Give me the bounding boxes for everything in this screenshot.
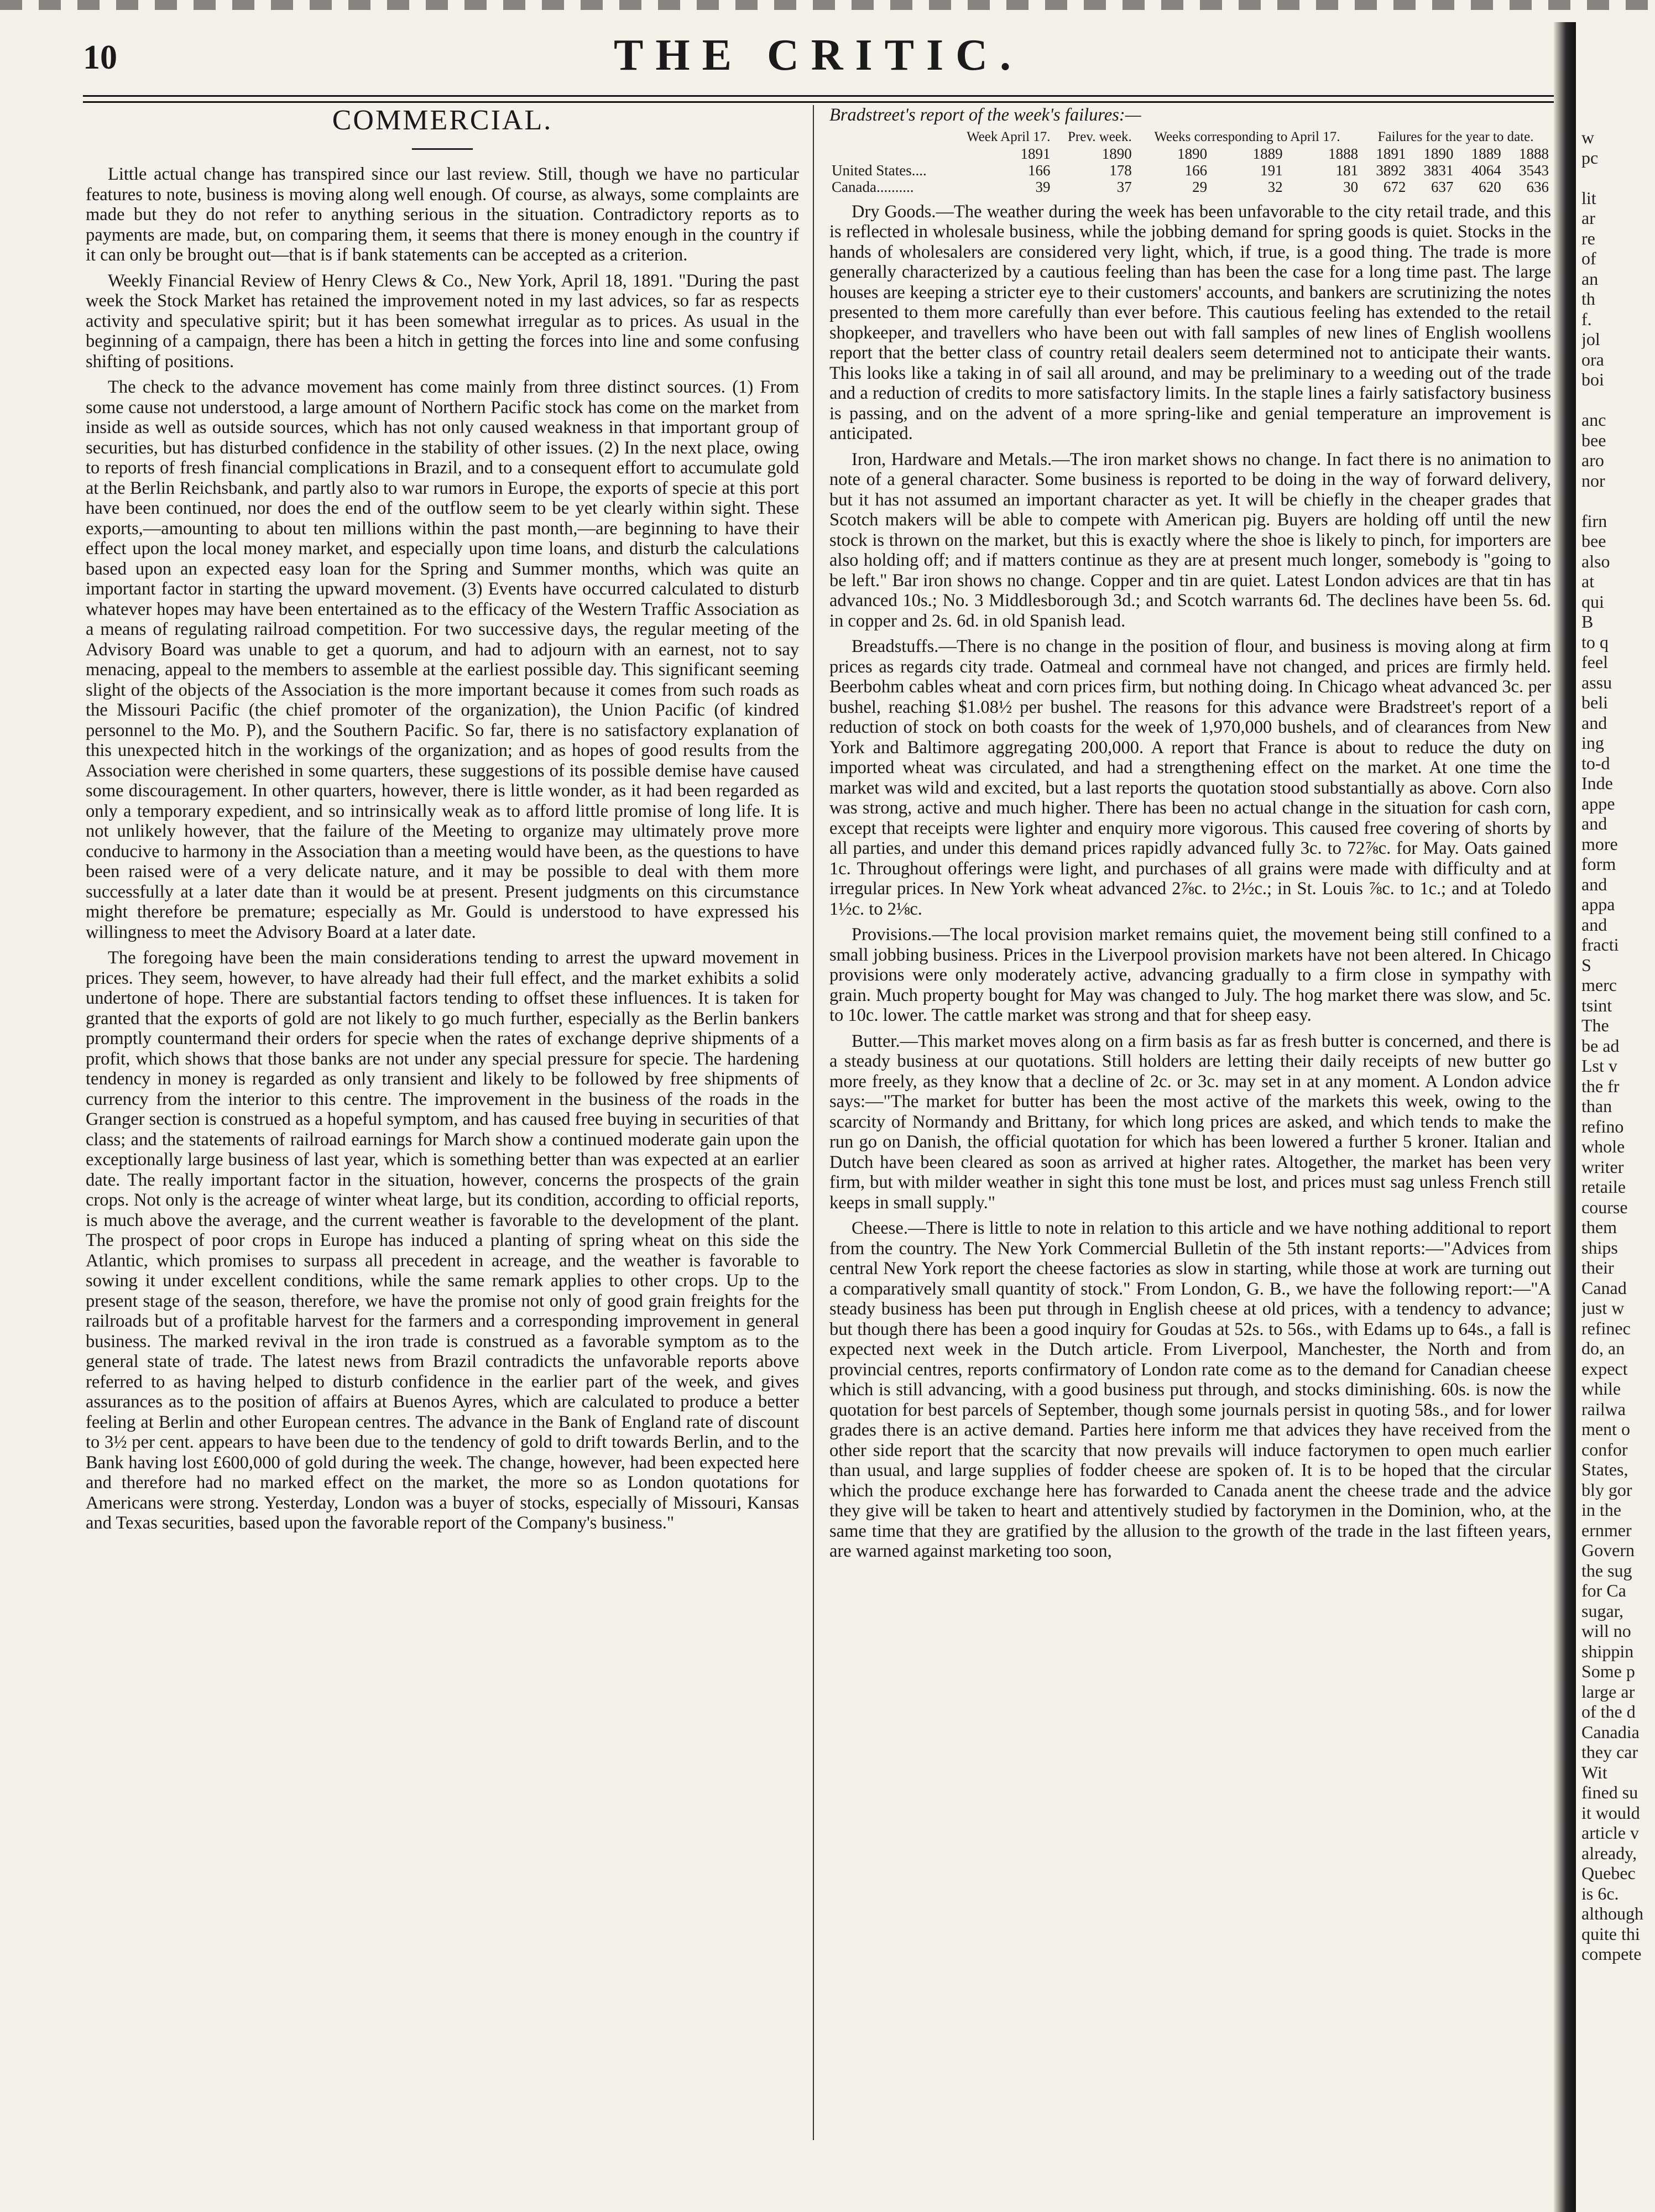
- edge-fragment-line: feel: [1581, 652, 1608, 672]
- edge-fragment-line: boi: [1581, 369, 1604, 389]
- column-divider: [813, 105, 814, 2140]
- edge-fragment-line: course: [1581, 1197, 1628, 1217]
- middle-column: [829, 105, 1551, 2151]
- edge-fragment-line: already,: [1581, 1843, 1637, 1863]
- edge-fragment-line: their: [1581, 1258, 1614, 1277]
- edge-fragment-line: it would: [1581, 1802, 1640, 1823]
- edge-fragment-line: firn: [1581, 510, 1607, 531]
- table-cell: 166: [1028, 161, 1051, 179]
- edge-fragment-line: fined su: [1581, 1782, 1638, 1802]
- edge-fragment-line: appa: [1581, 894, 1615, 914]
- group-header: Week April 17.: [967, 129, 1051, 144]
- edge-fragment-line: Inde: [1581, 773, 1613, 793]
- table-cell: 3543: [1519, 161, 1549, 179]
- edge-fragment-line: The: [1581, 1015, 1609, 1035]
- adjacent-page-fragment: [1581, 127, 1655, 1964]
- table-cell: 181: [1335, 161, 1359, 179]
- edge-fragment-line: beli: [1581, 692, 1608, 712]
- year-cell: 1891: [1020, 145, 1051, 162]
- edge-fragment-line: aro: [1581, 450, 1604, 470]
- group-header: Prev. week.: [1068, 129, 1132, 144]
- paragraph-butter: Butter.—This market moves along on a firm basis as far as fresh butter is concerned, and there is a steady business at our quotations. Still holders are letting their daily receipts of new butter go more freely, as they know that a decline of 2c. or 3c. may set in at any moment. A London advice says:—"The market for butter has been the most active of the markets this week, owing to the scarcity of Normandy and Brittany, for which long prices are asked, and which tends to make the run go on Danish, the official quotation for which has been lowered a further 5 kroner. Italian and Dutch have been cleared as soon as arrived at higher rates. Altogether, the market has been very firm, but with milder weather in sight this tone must be lost, and prices must sag unless French still keeps in small supply.": [829, 1031, 1551, 1213]
- heading-dash: [86, 134, 799, 155]
- edge-fragment-line: more: [1581, 833, 1618, 854]
- left-column: [86, 105, 799, 2151]
- page-gutter-shadow: [1554, 22, 1576, 2212]
- paragraph-provisions: Provisions.—The local provision market remains quiet, the movement being still confined to a small jobbing business. Prices in the Liverpool provision markets have not been altered. In Chicago provisions were only moderately active, advancing gradually to a firm close in sympathy with grain. Much property bought for May was changed to July. The hog market there was slow, and 5c. to 10c. lower. The cattle market was strong and that for sheep easy.: [829, 925, 1551, 1025]
- edge-fragment-line: th: [1581, 289, 1595, 309]
- edge-fragment-line: them: [1581, 1217, 1617, 1237]
- edge-fragment-line: refinec: [1581, 1318, 1631, 1338]
- edge-fragment-line: appe: [1581, 793, 1615, 813]
- edge-fragment-line: confor: [1581, 1439, 1628, 1459]
- paragraph-clews-review: Weekly Financial Review of Henry Clews & Co., New York, April 18, 1891. "During the past week the Stock Market has retained the improvement noted in my last advices, so far as respects activity and speculative spirit; but it has been somewhat irregular as to prices. As usual in the beginning of a campaign, there has been a hitch in getting the forces into line and some confusing shifting of positions.: [86, 270, 799, 372]
- edge-fragment-line: anc: [1581, 410, 1606, 430]
- paragraph-intro: Little actual change has transpired since our last review. Still, though we have no particular features to note, business is moving along well enough. Of course, as always, some complaints are made but they do not refer to anything serious in the situation. Contradictory reports as to payments are made, but, on comparing them, it seems that there is money enough in the country if it can only be brought out—that is if bank statements can be accepted as a criterion.: [86, 164, 799, 265]
- edge-fragment-line: [1581, 390, 1655, 410]
- edge-fragment-line: they car: [1581, 1742, 1638, 1762]
- edge-fragment-line: railwa: [1581, 1399, 1626, 1419]
- table-row: [829, 162, 1551, 179]
- paragraph-iron-metals: Iron, Hardware and Metals.—The iron market shows no change. In fact there is no animation to note of a general character. Some business is reported to be doing in the way of forward delivery, but it has not assumed an important character as yet. It will be chiefly in the cheaper grades that Scotch makers will be able to compete with American pig. Buyers are holding off until the new stock is thrown on the market, but this is exactly where the shoe is likely to pinch, for importers are also holding off; and if matters continue as they are at present much longer, somebody is "going to be left." Bar iron shows no change. Copper and tin are quiet. Latest London advices are that tin has advanced 10s.; No. 3 Middlesborough 3d.; and Scotch warrants 6d. The declines have been 5s. 6d. in copper and 2s. 6d. in old Spanish lead.: [829, 449, 1551, 631]
- edge-fragment-line: and: [1581, 914, 1607, 935]
- torn-top-edge: [0, 0, 1655, 10]
- edge-fragment-line: lit: [1581, 187, 1596, 208]
- edge-fragment-line: ar: [1581, 208, 1595, 228]
- paragraph-breadstuffs: Breadstuffs.—There is no change in the position of flour, and business is moving along at firm prices as regards city trade. Oatmeal and cornmeal have not changed, and prices are firmly held. Beerbohm cables wheat and corn prices firm, but nothing doing. In Chicago wheat advanced 3c. per bushel, reaching $1.08½ per bushel. The reasons for this advance were Bradstreet's report of a reduction of stock on both coasts for the week of 1,970,000 bushels, and of clearances from New York and Baltimore aggregating 200,000. A report that France is about to reduce the duty on imported wheat was circulated, and had a strengthening effect on the market. At one time the market was wild and excited, but a last reports the quotation stood substantially as above. Corn also was strong, active and much higher. There has been no actual change in the situation for cash corn, except that receipts were lighter and enquiry more vigorous. This caused free covering of shorts by all parties, and under this demand prices rapidly advanced fully 3c. to 72⅞c. for May. Oats gained 1c. Throughout offerings were light, and purchases of all grains were made with difficulty and at irregular prices. In New York wheat advanced 2⅞c. to 2½c.; in St. Louis ⅞c. to 1c.; and at Toledo 1½c. to 2⅛c.: [829, 637, 1551, 919]
- edge-fragment-line: at: [1581, 571, 1595, 591]
- table-cell: 166: [1184, 161, 1208, 179]
- edge-fragment-line: the fr: [1581, 1076, 1620, 1096]
- table-cell: 29: [1192, 178, 1208, 195]
- edge-fragment-line: qui: [1581, 591, 1604, 612]
- edge-fragment-line: the sug: [1581, 1560, 1632, 1580]
- edge-fragment-line: expect: [1581, 1358, 1628, 1379]
- edge-fragment-line: ing: [1581, 733, 1604, 753]
- edge-fragment-line: in the: [1581, 1500, 1621, 1520]
- table-cell: 178: [1109, 161, 1132, 179]
- edge-fragment-line: to-d: [1581, 753, 1610, 773]
- edge-fragment-line: bee: [1581, 531, 1606, 551]
- edge-fragment-line: B: [1581, 612, 1594, 632]
- year-cell: 1891: [1376, 145, 1406, 162]
- failures-year-row: [829, 145, 1551, 162]
- group-header: Failures for the year to date.: [1377, 129, 1534, 144]
- edge-fragment-line: Some p: [1581, 1661, 1635, 1681]
- failures-table: [829, 129, 1551, 195]
- section-heading: COMMERCIAL.: [332, 105, 553, 136]
- table-cell: 191: [1260, 161, 1283, 179]
- table-cell: 3892: [1376, 161, 1406, 179]
- edge-fragment-line: be ad: [1581, 1035, 1620, 1056]
- year-cell: 1889: [1471, 145, 1501, 162]
- edge-fragment-line: [1581, 491, 1655, 511]
- edge-fragment-line: and: [1581, 874, 1607, 894]
- edge-fragment-line: shippin: [1581, 1641, 1634, 1661]
- table-cell: 30: [1343, 178, 1359, 195]
- group-header: Weeks corresponding to April 17.: [1154, 129, 1340, 144]
- edge-fragment-line: tsint: [1581, 995, 1612, 1015]
- edge-fragment-line: whole: [1581, 1136, 1625, 1156]
- table-cell: 636: [1526, 178, 1549, 195]
- edge-fragment-line: will no: [1581, 1621, 1631, 1641]
- paragraph-advance-check: The check to the advance movement has come mainly from three distinct sources. (1) From some cause not understood, a large amount of Northern Pacific stock has come on the market from inside as well as outside sources, which has not only caused weakness in that important group of securities, but has disturbed confidence in the stability of other issues. (2) In the next place, owing to reports of fresh financial complications in Brazil, and to a consequent effort to accumulate gold at the Berlin Reichsbank, and partly also to war rumors in Europe, the exports of specie at this port have been continued, nor does the end of the outflow seem to be yet clearly within sight. These exports,—amounting to about ten millions within the past month,—are beginning to have their effect upon the local money market, and especially upon time loans, and disturb the calculations based upon an expected easy loan for the Spring and Summer months, which was quite an important factor in starting the upward movement. (3) Events have occurred calculated to disturb whatever hopes may have been entertained as to the efficacy of the Western Traffic Association as a means of regulating railroad competition. For two successive days, the regular meeting of the Advisory Board was unable to get a quorum, and had to adjourn with an earnest, not to say menacing, appeal to the members to assemble at the earliest possible day. This significant seeming slight of the objects of the Association is the more important because it comes from such roads as the Missouri Pacific (the chief promoter of the organization), the Union Pacific (of kindred personnel to the Mo. P), and the Southern Pacific. So far, there is no satisfactory explanation of this unexpected hitch in the workings of the organization; and as hopes of good results from the Association were cherished in some quarters, these suggestions of its possible demise have caused some discouragement. In other quarters, however, there is little wonder, as it had been regarded as only a temporary expedient, and so intrinsically weak as to afford little promise of long life. It is not unlikely however, that the failure of the Meeting to organize may ultimately prove more conducive to harmony in the Association than a meeting would have been, as the questions to have been raised were of a very delicate nature, and it may be possible to deal with them more successfully at a later date than it would be at present. Present judgments on this circumstance might therefore be premature; especially as Mr. Gould is understood to have expressed his willingness to meet the Advisory Board at a later date.: [86, 377, 799, 942]
- edge-fragment-line: sugar,: [1581, 1600, 1624, 1621]
- edge-fragment-line: ora: [1581, 349, 1604, 369]
- edge-fragment-line: assu: [1581, 672, 1612, 692]
- edge-fragment-line: although: [1581, 1903, 1643, 1923]
- edge-fragment-line: [1581, 168, 1655, 188]
- edge-fragment-line: ships: [1581, 1237, 1618, 1258]
- edge-fragment-line: Wit: [1581, 1762, 1607, 1782]
- year-cell: 1889: [1252, 145, 1283, 162]
- edge-fragment-line: pc: [1581, 147, 1599, 168]
- year-cell: 1890: [1423, 145, 1454, 162]
- edge-fragment-line: compete: [1581, 1944, 1642, 1964]
- edge-fragment-line: and: [1581, 813, 1607, 833]
- table-cell: 3831: [1423, 161, 1454, 179]
- table-cell: 672: [1383, 178, 1406, 195]
- edge-fragment-line: an: [1581, 268, 1599, 289]
- edge-fragment-line: ment o: [1581, 1419, 1630, 1439]
- edge-fragment-line: Lst v: [1581, 1056, 1617, 1076]
- edge-fragment-line: ernmer: [1581, 1520, 1632, 1540]
- edge-fragment-line: jol: [1581, 329, 1600, 349]
- edge-fragment-line: fracti: [1581, 935, 1619, 954]
- masthead-title: THE CRITIC.: [614, 31, 1023, 80]
- table-row: [829, 179, 1551, 195]
- year-cell: 1888: [1328, 145, 1359, 162]
- row-label: United States....: [832, 161, 927, 179]
- edge-fragment-line: Govern: [1581, 1540, 1635, 1560]
- edge-fragment-line: of: [1581, 248, 1596, 268]
- paragraph-dry-goods: Dry Goods.—The weather during the week has been unfavorable to the city retail trade, and this is reflected in wholesale business, while the jobbing demand for spring goods is quiet. Stocks in the hands of wholesalers are considered very light, which, if true, is a good thing. The trade is more generally characterized by a cautious feeling than has been the case for a long time past. The large houses are keeping a stricter eye to their customers' accounts, and bankers are scrutinizing the notes presented to them more carefully than ever before. This cautious feeling has extended to the retail shopkeeper, and travellers who have been out with fall samples of new lines of English woollens report that the better class of country retail dealers seem determined not to anticipate their wants. This looks like a taking in of sail all around, and may be preliminary to a weeding out of the trade and a reduction of credits to more satisfactory limits. In the staple lines a fairly satisfactory business is passing, and on the advent of a more spring-like and genial temperature an improvement is anticipated.: [829, 201, 1551, 444]
- failures-group-header-row: [829, 129, 1551, 145]
- edge-fragment-line: do, an: [1581, 1338, 1625, 1358]
- header-rule: [83, 95, 1554, 103]
- year-cell: 1890: [1101, 145, 1132, 162]
- edge-fragment-line: is 6c.: [1581, 1883, 1619, 1903]
- edge-fragment-line: to q: [1581, 632, 1609, 652]
- edge-fragment-line: writer: [1581, 1156, 1624, 1177]
- edge-fragment-line: Canad: [1581, 1277, 1627, 1298]
- paragraph-cheese: Cheese.—There is little to note in relation to this article and we have nothing additional to report from the country. The New York Commercial Bulletin of the 5th instant reports:—"Advices from central New York report the cheese factories as slow in starting, while those at work are turning out a comparatively small quantity of stock." From London, G. B., we have the following report:—"A steady business has been put through in English cheese at old prices, with a tendency to advance; but though there has been a good inquiry for Goudas at 52s. to 56s., with Edams up to 64s., a fall is expected next week in the Dutch article. From Liverpool, Manchester, the North and from provincial centres, reports confirmatory of London rate come as to the demand for Canadian cheese which is still advancing, with a good business put through, and stocks diminishing. 60s. is now the quotation for best parcels of September, though some journals persist in quoting 58s., and for lower grades there is an active demand. Parties here inform me that advices they have received from the other side report that the scarcity that now prevails will induce factorymen to open much earlier than usual, and large supplies of fodder cheese are spoken of. It is to be hoped that the circular which the produce exchange here has forwarded to Canada anent the cheese trade and the advice they give will be taken to heart and attentively studied by factorymen in the Dominion, who, at the same time that they are gratified by the allusion to the growth of the trade in the last fifteen years, are warned against marketing too soon,: [829, 1218, 1551, 1561]
- year-cell: 1890: [1177, 145, 1208, 162]
- edge-fragment-line: article v: [1581, 1823, 1639, 1843]
- edge-fragment-line: Canadia: [1581, 1721, 1640, 1742]
- edge-fragment-line: retaile: [1581, 1177, 1626, 1197]
- edge-fragment-line: S: [1581, 954, 1591, 975]
- edge-fragment-line: than: [1581, 1096, 1612, 1116]
- edge-fragment-line: bee: [1581, 430, 1606, 450]
- edge-fragment-line: while: [1581, 1379, 1621, 1399]
- table-cell: 37: [1116, 178, 1132, 195]
- edge-fragment-line: just w: [1581, 1298, 1625, 1318]
- edge-fragment-line: re: [1581, 228, 1595, 248]
- edge-fragment-line: refino: [1581, 1116, 1624, 1136]
- edge-fragment-line: States,: [1581, 1459, 1628, 1479]
- row-label: Canada..........: [832, 178, 914, 195]
- table-cell: 637: [1431, 178, 1454, 195]
- paragraph-foregoing: The foregoing have been the main considerations tending to arrest the upward movement in prices. They seem, however, to have already had their full effect, and the market exhibits a solid undertone of hope. There are substantial factors tending to offset these influences. It is taken for granted that the exports of gold are not likely to go much further, especially as the Berlin bankers promptly countermand their orders for specie when the rates of exchange deprive shipments of a profit, which shows that those banks are not under any special pressure for specie. The hardening tendency in money is regarded as only transient and likely to be followed by free shipments of currency from the interior to this centre. The improvement in the business of the roads in the Granger section is construed as a hopeful symptom, and has caused free buying in securities of that class; and the statements of railroad earnings for March show a continued moderate gain upon the exceptionally large business of last year, which is something better than was expected at an earlier date. The really important factor in the situation, however, concerns the prospects of the grain crops. Not only is the acreage of winter wheat large, but its condition, according to official reports, is much above the average, and the current weather is favorable to the development of the plant. The prospect of poor crops in Europe has induced a planting of spring wheat on this side the Atlantic, which promises to surpass all precedent in acreage, and the weather is favorable to sowing it under excellent conditions, while the same remark applies to other crops. Up to the present stage of the season, therefore, we have the promise not only of good grain freights for the railroads but of a profitable harvest for the farmers and a corresponding improvement in general business. The marked revival in the iron trade is construed as a favorable symptom as to the general state of trade. The latest news from Brazil contradicts the unfavorable reports above referred to as having helped to disturb confidence in the earlier part of the week, and gives assurances as to the position of affairs at Buenos Ayres, which are calculated to produce a better feeling at Berlin and other European centres. The advance in the Bank of England rate of discount to 3½ per cent. appears to have been due to the tendency of gold to drift towards Berlin, and to the Bank having lost £600,000 of gold during the week. The change, however, had been expected here and therefore had no marked effect on the market, the more so as London quotations for Americans were strong. Yesterday, London was a buyer of stocks, especially of Missouri, Kansas and Texas securities, based upon the favorable report of the Company's business.": [86, 948, 799, 1533]
- table-cell: 32: [1267, 178, 1283, 195]
- edge-fragment-line: f.: [1581, 309, 1592, 329]
- table-cell: 4064: [1471, 161, 1501, 179]
- table-cell: 620: [1479, 178, 1501, 195]
- edge-fragment-line: also: [1581, 551, 1610, 571]
- year-cell: 1888: [1519, 145, 1549, 162]
- page-header: [83, 30, 1554, 91]
- edge-fragment-line: for Ca: [1581, 1580, 1626, 1600]
- failures-intro: Bradstreet's report of the week's failures:—: [829, 105, 1141, 125]
- edge-fragment-line: merc: [1581, 975, 1617, 995]
- edge-fragment-line: nor: [1581, 470, 1605, 491]
- edge-fragment-line: quite thi: [1581, 1923, 1640, 1944]
- edge-fragment-line: w: [1581, 127, 1595, 147]
- edge-fragment-line: and: [1581, 712, 1607, 733]
- edge-fragment-line: of the d: [1581, 1702, 1636, 1721]
- edge-fragment-line: form: [1581, 854, 1616, 874]
- edge-fragment-line: large ar: [1581, 1681, 1635, 1702]
- page-number: 10: [83, 39, 117, 76]
- edge-fragment-line: Quebec: [1581, 1863, 1636, 1883]
- edge-fragment-line: bly gor: [1581, 1479, 1632, 1500]
- table-cell: 39: [1035, 178, 1051, 195]
